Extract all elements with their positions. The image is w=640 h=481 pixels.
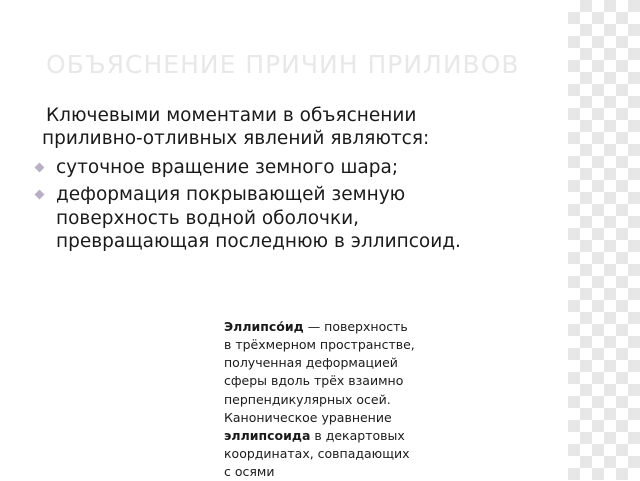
diamond-bullet-icon	[35, 190, 45, 200]
definition-text-part-2: в декартовых координатах, совпадающих с осями	[224, 427, 410, 479]
bullet-list	[26, 156, 466, 253]
slide-body	[26, 104, 466, 257]
definition-text-part-1: — поверхность в трёхмерном пространстве, полученная деформацией сферы вдоль трёх взаимно перпендикулярных осей. Каноническое уравнение	[224, 319, 415, 425]
diamond-bullet-icon	[35, 163, 45, 173]
definition-callout	[224, 318, 416, 481]
definition-term: Эллипсо́ид	[224, 319, 304, 334]
list-item-label: деформация покрывающей земную поверхность водной оболочки, превращающая последнюю в эллипсоид.	[56, 184, 461, 252]
decorative-checker-band	[568, 0, 640, 480]
list-item-label: суточное вращение земного шара;	[56, 157, 399, 179]
list-item	[26, 156, 466, 179]
definition-term-inline: эллипсоида	[224, 427, 311, 443]
page-title: ОБЪЯСНЕНИЕ ПРИЧИН ПРИЛИВОВ	[46, 49, 520, 79]
lead-paragraph: Ключевыми моментами в объяснении приливно-отливных явлений являются:	[42, 105, 430, 150]
list-item	[26, 183, 466, 252]
